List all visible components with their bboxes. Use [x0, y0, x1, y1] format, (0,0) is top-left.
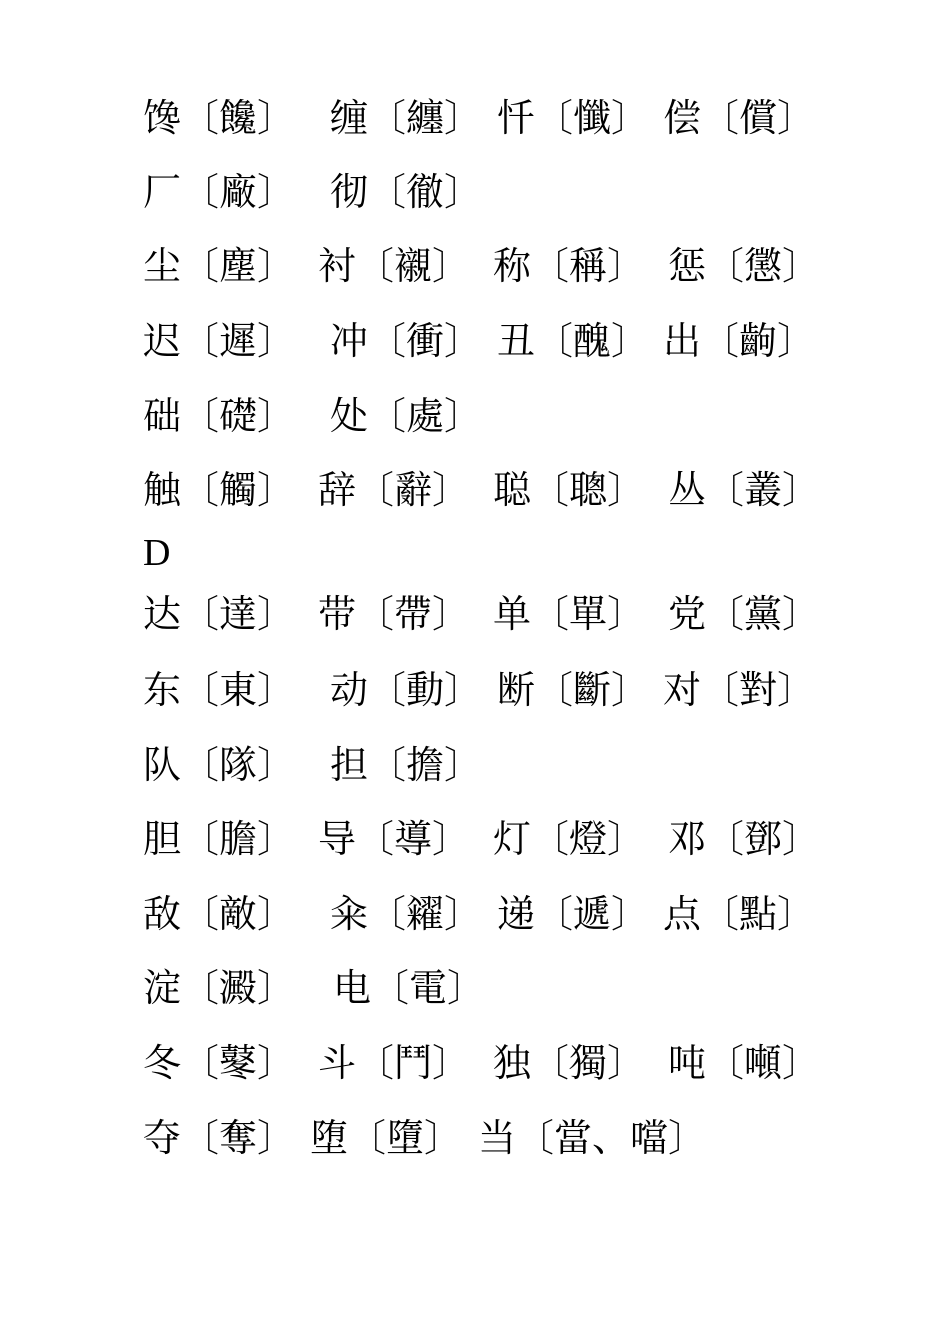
- text-line: [143, 1033, 843, 1093]
- character-entry: 馋〔饞〕: [143, 96, 296, 140]
- character-entry: 厂〔廠〕: [143, 170, 296, 214]
- character-entry: 邓〔鄧〕: [668, 817, 821, 861]
- character-entry: 点〔點〕: [663, 892, 816, 936]
- character-entry: 导〔導〕: [318, 817, 471, 861]
- character-entry: 辞〔辭〕: [318, 468, 471, 512]
- character-entry: 出〔齣〕: [663, 319, 816, 363]
- character-entry: 递〔遞〕: [497, 892, 650, 936]
- character-entry: 彻〔徹〕: [330, 170, 483, 214]
- character-entry: 担〔擔〕: [330, 743, 483, 787]
- character-entry: 冲〔衝〕: [330, 319, 483, 363]
- text-line: [143, 958, 843, 1018]
- section-heading: D: [143, 532, 171, 574]
- character-entry: 单〔單〕: [493, 592, 646, 636]
- character-entry: 偿〔償〕: [663, 96, 816, 140]
- character-entry: 触〔觸〕: [143, 468, 296, 512]
- character-entry: 对〔對〕: [663, 668, 816, 712]
- character-entry: 冬〔鼕〕: [143, 1041, 296, 1085]
- character-entry: 淀〔澱〕: [143, 966, 296, 1010]
- character-entry: 党〔黨〕: [668, 592, 821, 636]
- character-entry: 丛〔叢〕: [668, 468, 821, 512]
- text-line: [143, 311, 843, 371]
- character-entry: 胆〔膽〕: [143, 817, 296, 861]
- character-entry: 处〔處〕: [330, 394, 483, 438]
- character-entry: 夺〔奪〕: [143, 1116, 296, 1160]
- character-entry: 电〔電〕: [333, 966, 486, 1010]
- character-entry: 断〔斷〕: [497, 668, 650, 712]
- character-entry: 称〔稱〕: [493, 244, 646, 288]
- character-entry: 堕〔墮〕: [310, 1116, 463, 1160]
- character-entry: 动〔動〕: [330, 668, 483, 712]
- text-line: [143, 660, 843, 720]
- character-entry: 缠〔纏〕: [330, 96, 483, 140]
- character-entry: 丑〔醜〕: [497, 319, 650, 363]
- text-line: [143, 460, 843, 520]
- character-entry: 尘〔塵〕: [143, 244, 296, 288]
- character-entry: 忏〔懺〕: [497, 96, 650, 140]
- character-entry: 聪〔聰〕: [493, 468, 646, 512]
- character-entry: 斗〔鬥〕: [318, 1041, 471, 1085]
- character-entry: 灯〔燈〕: [493, 817, 646, 861]
- text-line: [143, 1108, 843, 1168]
- text-line: [143, 236, 843, 296]
- character-entry: 独〔獨〕: [493, 1041, 646, 1085]
- character-entry: 迟〔遲〕: [143, 319, 296, 363]
- character-entry: 当〔當、噹〕: [478, 1116, 707, 1160]
- character-entry: 籴〔糴〕: [330, 892, 483, 936]
- text-line: [143, 162, 843, 222]
- character-entry: 东〔東〕: [143, 668, 296, 712]
- character-entry: 惩〔懲〕: [668, 244, 821, 288]
- text-line: [143, 809, 843, 869]
- character-entry: 队〔隊〕: [143, 743, 296, 787]
- text-line: [143, 386, 843, 446]
- character-entry: 达〔達〕: [143, 592, 296, 636]
- text-line: [143, 884, 843, 944]
- character-entry: 带〔帶〕: [318, 592, 471, 636]
- text-line: [143, 584, 843, 644]
- character-entry: 敌〔敵〕: [143, 892, 296, 936]
- text-line: [143, 735, 843, 795]
- character-entry: 础〔礎〕: [143, 394, 296, 438]
- text-line: [143, 88, 843, 148]
- character-entry: 吨〔噸〕: [668, 1041, 821, 1085]
- character-entry: 衬〔襯〕: [318, 244, 471, 288]
